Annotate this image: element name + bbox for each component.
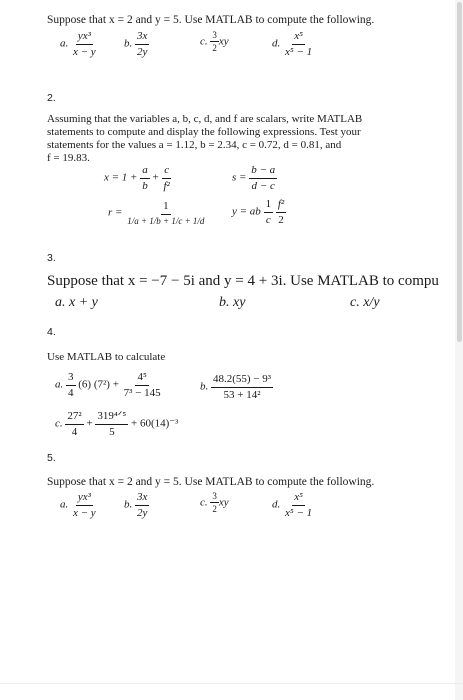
fraction: $\frac{a}{b}$ <box>142 164 148 192</box>
problem-1-part-b <box>124 30 149 58</box>
fraction: $\frac{\text{yx³}}{x - y}$ <box>73 30 96 58</box>
part-label: a. <box>60 37 69 50</box>
fraction: $\frac{1}{1/a + 1/b + 1/c + 1/d}$ <box>127 200 205 226</box>
part-label: a. <box>60 498 69 511</box>
problem-2-number: 2. <box>47 92 56 104</box>
problem-2-line-4: f = 19.83. <box>47 152 90 164</box>
part-label: c. <box>200 35 208 48</box>
fraction: $\frac{3x}{2y}$ <box>137 491 148 519</box>
equation-y: y = ab $\frac{1}{c}$ $\frac{\text{f²}}{2}$ <box>232 198 285 226</box>
problem-1-intro: Suppose that x = 2 and y = 5. Use MATLAB to compute the following. <box>47 14 375 26</box>
part-label: d. <box>272 37 281 50</box>
problem-5-intro: Suppose that x = 2 and y = 5. Use MATLAB to compute the following. <box>47 476 375 488</box>
fraction: $\frac{3}{4}$ <box>68 371 74 399</box>
equation-s: s = $\frac{b - a}{d - c}$ <box>232 164 276 192</box>
problem-1-part-a <box>60 30 98 58</box>
fraction: $\frac{3}{2}$ <box>212 30 217 54</box>
fraction: $\frac{\text{48.2(55) − 9³}}{\text{53 + 14²}}$ <box>213 373 272 401</box>
problem-1-part-c: c. $\frac{3}{2}$ xy <box>200 30 229 54</box>
part-label: b. <box>200 380 209 393</box>
problem-5-part-a <box>60 491 98 519</box>
vertical-scrollbar[interactable] <box>455 0 463 700</box>
scrollbar-thumb[interactable] <box>457 2 462 342</box>
problem-3-part-a: a. x + y <box>55 295 98 310</box>
problem-4-part-a: a. $\frac{3}{4}$ (6) (7²) + $\frac{\text{4⁵}}{\text{7³ − 145}}$ <box>55 371 161 399</box>
part-label: d. <box>272 498 281 511</box>
part-label: b. <box>124 498 133 511</box>
fraction: $\frac{\text{4⁵}}{\text{7³ − 145}}$ <box>123 371 161 399</box>
problem-5-part-d <box>272 491 314 519</box>
fraction: $\frac{\text{x⁵}}{\text{x⁵ − 1}}$ <box>285 30 313 58</box>
problem-2-line-1: Assuming that the variables a, b, c, d, and f are scalars, write MATLAB <box>47 113 363 125</box>
fraction: $\frac{3}{2}$ <box>212 491 217 515</box>
equation-x: x = 1 + $\frac{a}{b}$ + $\frac{c}{\text{f²}}$ <box>104 164 170 192</box>
problem-3-number: 3. <box>47 252 56 264</box>
part-label: a. <box>55 378 64 391</box>
problem-5-part-b <box>124 491 149 519</box>
fraction: $\frac{\text{319⁴ᐟ⁵}}{5}$ <box>97 410 127 438</box>
part-label: c. <box>200 496 208 509</box>
part-label: b. <box>124 37 133 50</box>
problem-5-part-c: c. $\frac{3}{2}$ xy <box>200 491 229 515</box>
fraction: $\frac{\text{f²}}{2}$ <box>277 198 285 226</box>
problem-4-intro: Use MATLAB to calculate <box>47 351 166 363</box>
problem-3-part-c: c. x/y <box>350 295 380 310</box>
problem-4-number: 4. <box>47 326 56 338</box>
equation-r: r = $\frac{1}{1/a + 1/b + 1/c + 1/d}$ <box>108 200 205 226</box>
problem-2-line-3: statements for the values a = 1.12, b = 2.34, c = 0.72, d = 0.81, and <box>47 139 342 151</box>
problem-2-line-2: statements to compute and display the following expressions. Test your <box>47 126 361 138</box>
fraction: $\frac{3x}{2y}$ <box>137 30 148 58</box>
problem-3-part-b: b. xy <box>219 295 246 310</box>
fraction: $\frac{1}{c}$ <box>265 198 272 226</box>
problem-4-part-b <box>200 373 273 401</box>
problem-4-part-c: c. $\frac{\text{27²}}{4}$ + $\frac{\text{319⁴ᐟ⁵}}{5}$ + 60(14)⁻³ <box>55 410 179 438</box>
divider <box>0 683 463 684</box>
problem-3-intro: Suppose that x = −7 − 5i and y = 4 + 3i. Use MATLAB to compu <box>47 273 439 289</box>
fraction: $\frac{\text{yx³}}{x - y}$ <box>73 491 96 519</box>
problem-5-number: 5. <box>47 452 56 464</box>
part-label: c. <box>55 417 63 430</box>
fraction: $\frac{\text{x⁵}}{\text{x⁵ − 1}}$ <box>285 491 313 519</box>
fraction: $\frac{c}{\text{f²}}$ <box>163 164 170 192</box>
fraction: $\frac{b - a}{d - c}$ <box>251 164 276 192</box>
fraction: $\frac{\text{27²}}{4}$ <box>67 410 82 438</box>
problem-1-part-d <box>272 30 314 58</box>
